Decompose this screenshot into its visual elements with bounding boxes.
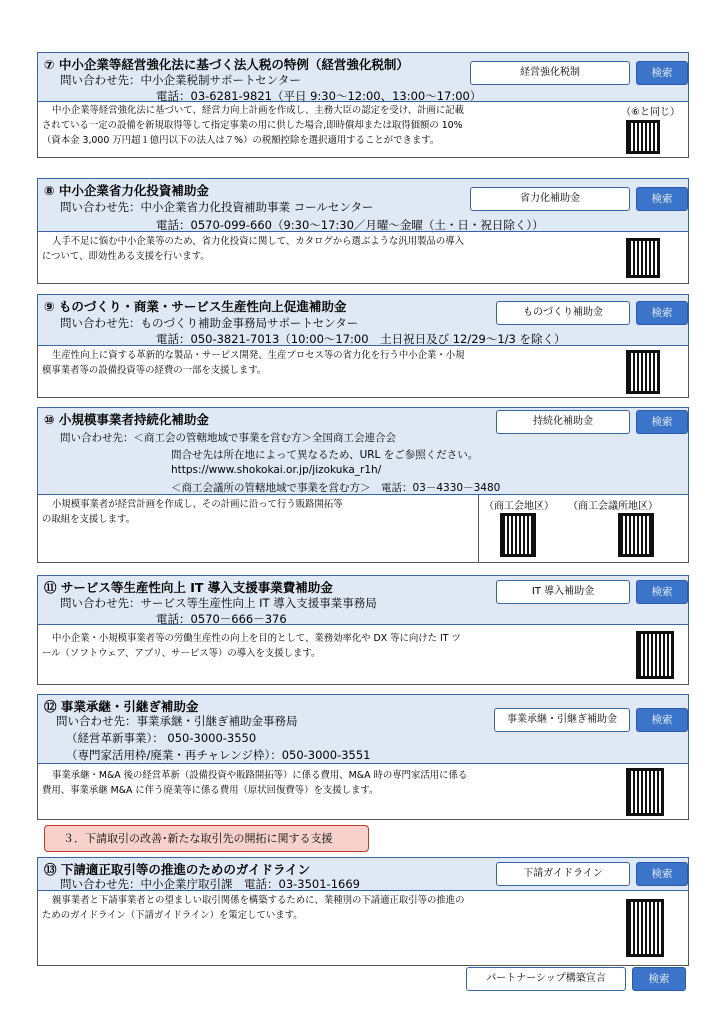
section-8 — [37, 178, 689, 284]
search-button[interactable]: 検索 — [636, 410, 688, 434]
qr-code-icon[interactable] — [500, 513, 536, 557]
qr-code-icon[interactable] — [626, 350, 660, 394]
description — [42, 893, 627, 923]
contact-line: 問い合わせ先：中小企業庁取引課 電話：03-3501-1669 — [60, 877, 360, 891]
qr-code-icon[interactable] — [626, 899, 664, 957]
section-body — [37, 495, 689, 563]
section-header — [37, 52, 689, 102]
tel-line: 電話：050-3821-7013（10:00～17:00 土日祝日及び 12/29～1/3 を除く） — [156, 332, 566, 346]
section-11 — [37, 575, 689, 685]
qr-code-icon[interactable] — [636, 631, 674, 679]
contact-line-2: （経営革新事業）： 050-3000-3550 — [66, 731, 257, 745]
keyword-box: 下請ガイドライン — [496, 862, 630, 886]
category-banner: ３．下請取引の改善･新たな取引先の開拓に関する支援 — [44, 825, 369, 852]
description-line: 中小企業・小規模事業者等の労働生産性の向上を目的として、業務効率化や DX 等に向けた IT ツ — [52, 633, 461, 644]
qr-note: （商工会議所地区） — [568, 501, 658, 512]
qr-code-icon[interactable] — [626, 768, 664, 816]
section-header — [37, 857, 689, 891]
divider — [478, 495, 479, 563]
description-line: 費用、事業承継 M&A に伴う廃業等に係る費用（原状回復費等）を支援します。 — [42, 785, 379, 796]
contact-line: 問い合わせ先：事業承継・引継ぎ補助金事務局 — [56, 714, 298, 728]
search-button[interactable]: 検索 — [632, 967, 686, 991]
contact-line: 問い合わせ先：中小企業省力化投資補助事業 コールセンター — [60, 200, 374, 214]
description-line: ためのガイドライン（下請ガイドライン）を策定しています。 — [42, 910, 303, 921]
description — [42, 768, 627, 798]
description — [42, 103, 602, 148]
section-title: ⑬ 下請適正取引等の推進のためのガイドライン — [44, 862, 311, 877]
description-line: ール（ソフトウェア、アプリ、サービス等）の導入を支援します。 — [42, 648, 321, 659]
section-header — [37, 294, 689, 346]
description-line: 人手不足に悩む中小企業等のため、省力化投資に関して、カタログから選ぶような汎用製品の導入 — [52, 236, 464, 247]
search-button[interactable]: 検索 — [636, 580, 688, 604]
keyword-box: パートナーシップ構築宣言 — [466, 967, 626, 991]
keyword-box: 省力化補助金 — [470, 187, 630, 211]
keyword-box: 経営強化税制 — [470, 61, 630, 85]
section-title: ⑧ 中小企業省力化投資補助金 — [44, 183, 209, 198]
section-body — [37, 891, 689, 966]
description — [42, 497, 472, 527]
contact-line-4: ＜商工会議所の管轄地域で事業を営む方＞ 電話：03－4330－3480 — [171, 482, 501, 494]
contact-line: 問い合わせ先：中小企業税制サポートセンター — [60, 73, 301, 87]
section-body — [37, 625, 689, 685]
description-line: 生産性向上に資する革新的な製品・サービス開発、生産プロセス等の省力化を行う中小企業・小規 — [52, 350, 465, 361]
section-13 — [37, 857, 689, 966]
section-body — [37, 102, 689, 158]
section-title: ⑦ 中小企業等経営強化法に基づく法人税の特例（経営強化税制） — [44, 57, 409, 72]
description-line: 模事業者等の設備投資等の経費の一部を支援します。 — [42, 365, 267, 376]
contact-line: 問い合わせ先：＜商工会の管轄地域で事業を営む方＞全国商工会連合会 — [60, 432, 396, 444]
keyword-box: IT 導入補助金 — [496, 580, 630, 604]
search-button[interactable]: 検索 — [636, 862, 688, 886]
qr-code-icon[interactable] — [618, 513, 654, 557]
section-body — [37, 346, 689, 398]
contact-line: 問い合わせ先：サービス等生産性向上 IT 導入支援事業事務局 — [60, 596, 377, 610]
section-title: ⑨ ものづくり・商業・サービス生産性向上促進補助金 — [44, 299, 347, 314]
section-12 — [37, 694, 689, 820]
contact-line-3: （専門家活用枠/廃業・再チャレンジ枠）：050-3000-3551 — [66, 748, 371, 762]
keyword-box: 持続化補助金 — [496, 410, 630, 434]
qr-code-icon[interactable] — [626, 120, 660, 154]
section-header — [37, 575, 689, 625]
section-7 — [37, 52, 689, 158]
contact-line-2: 問合せ先は所在地によって異なるため、URL をご参照ください。 — [171, 449, 479, 461]
description-line: （資本金 3,000 万円超１億円以下の法人は７%）の税額控除を選択適用することができます。 — [42, 135, 440, 146]
section-header — [37, 407, 689, 495]
search-button[interactable]: 検索 — [636, 301, 688, 325]
keyword-box: 事業承継・引継ぎ補助金 — [494, 708, 630, 732]
tel-line: 電話：03-6281-9821（平日 9:30～12:00、13:00～17:00） — [156, 89, 482, 103]
section-header — [37, 178, 689, 232]
section-body — [37, 232, 689, 284]
search-button[interactable]: 検索 — [636, 708, 688, 732]
description — [42, 234, 602, 264]
qr-note: （商工会地区） — [484, 501, 554, 512]
description-line: されている一定の設備を新規取得等して指定事業の用に供した場合,即時償却または取得価額の 10% — [42, 120, 463, 131]
section-header — [37, 694, 689, 764]
contact-line: 問い合わせ先：ものづくり補助金事務局サポートセンター — [60, 316, 359, 330]
qr-note: （⑥と同じ） — [621, 107, 680, 118]
description-line: 親事業者と下請事業者との望ましい取引関係を構築するために、業種別の下請適正取引等の推進の — [52, 895, 465, 906]
keyword-box: ものづくり補助金 — [496, 301, 630, 325]
description-line: の取組を支援します。 — [42, 514, 135, 525]
search-button[interactable]: 検索 — [636, 61, 688, 85]
section-body — [37, 764, 689, 820]
description-line: 事業承継・M&A 後の経営革新（設備投資や販路開拓等）に係る費用、M&A 時の専門家活用に係る — [52, 770, 468, 781]
search-button[interactable]: 検索 — [636, 187, 688, 211]
url-line: https://www.shokokai.or.jp/jizokuka_r1h/ — [171, 464, 382, 476]
qr-code-icon[interactable] — [626, 238, 660, 278]
section-title: ⑩ 小規模事業者持続化補助金 — [44, 412, 209, 427]
description — [42, 348, 602, 378]
tel-line: 電話：0570-099-660（9:30～17:30／月曜～金曜（土・日・祝日除く）） — [156, 218, 544, 232]
description — [42, 631, 627, 661]
section-10 — [37, 407, 689, 563]
description-line: について、即効性ある支援を行います。 — [42, 251, 210, 262]
section-title: ⑪ サービス等生産性向上 IT 導入支援事業費補助金 — [44, 580, 333, 595]
section-title: ⑫ 事業承継・引継ぎ補助金 — [44, 699, 199, 714]
section-9 — [37, 294, 689, 398]
tel-line: 電話：0570－666－376 — [156, 612, 287, 626]
description-line: 中小企業等経営強化法に基づいて、経営力向上計画を作成し、主務大臣の認定を受け、計画に記載 — [52, 105, 464, 116]
description-line: 小規模事業者が経営計画を作成し、その計画に沿って行う販路開拓等 — [52, 499, 343, 510]
